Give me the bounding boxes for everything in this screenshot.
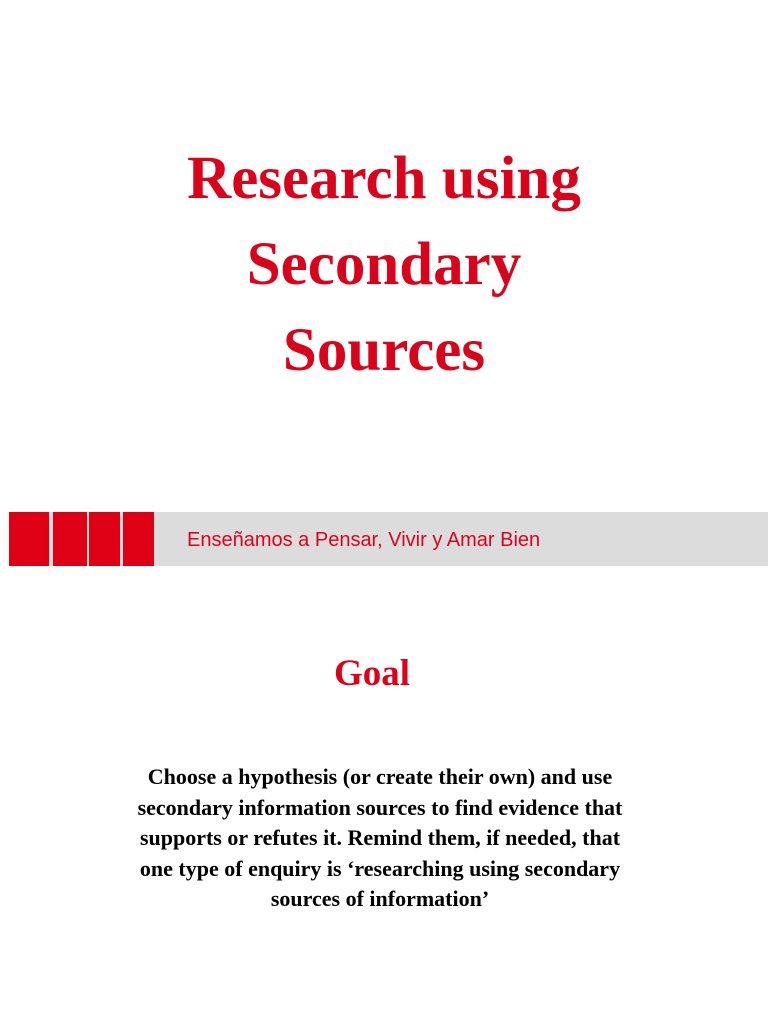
slide-title (0, 136, 768, 394)
title-line-2: Secondary (246, 231, 522, 298)
goal-line-3: supports or refutes it. Remind them, if needed, that (139, 825, 621, 850)
goal-line-5: sources of information’ (270, 886, 490, 911)
goal-line-4: one type of enquiry is ‘researching using secondary (139, 855, 621, 881)
goal-line-1: Choose a hypothesis (or create their own) and use (147, 764, 613, 789)
banner-accent-block (53, 512, 87, 566)
banner-accent-block (9, 512, 49, 566)
goal-heading: Goal (333, 653, 411, 694)
title-line-3: Sources (282, 317, 486, 384)
title-line-1: Research using (187, 145, 581, 212)
goal-description (90, 762, 670, 915)
goal-line-2: secondary information sources to find evidence that (137, 794, 623, 820)
banner-accent-block (89, 512, 120, 566)
banner-accent-block (123, 512, 154, 566)
banner-motto: Enseñamos a Pensar, Vivir y Amar Bien (187, 529, 541, 551)
motto-banner (9, 512, 768, 566)
